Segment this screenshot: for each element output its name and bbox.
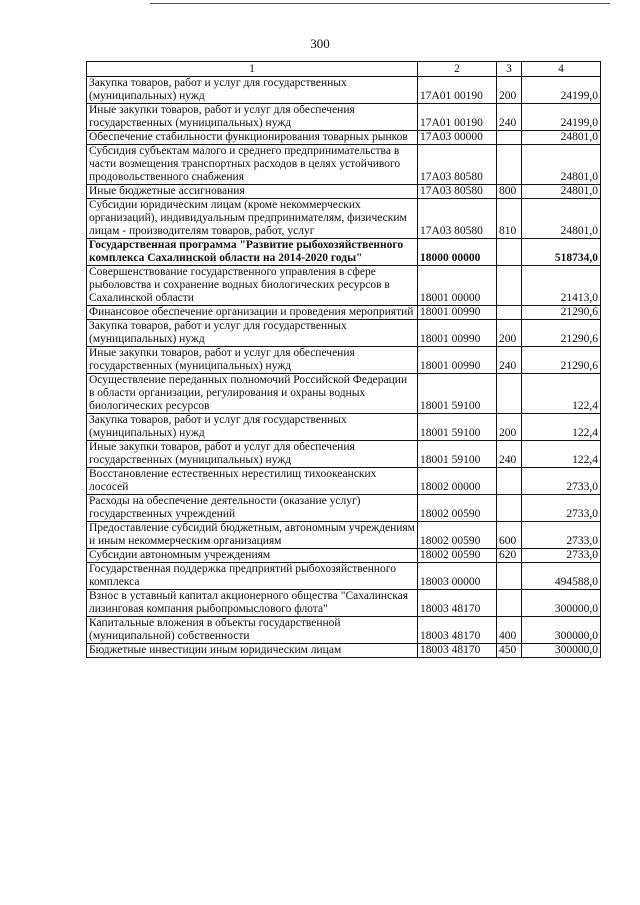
- row-amount-cell: 21413,0: [522, 266, 601, 306]
- table-row: [87, 199, 601, 239]
- row-amount-cell: 122,4: [522, 441, 601, 468]
- row-type-cell: [497, 374, 522, 414]
- row-name-cell: Расходы на обеспечение деятельности (оказание услуг) государственных учреждений: [87, 495, 418, 522]
- row-type-cell: [497, 306, 522, 320]
- row-name-cell: Иные закупки товаров, работ и услуг для обеспечения государственных (муниципальных) нужд: [87, 104, 418, 131]
- table-row: [87, 414, 601, 441]
- row-type-cell: [497, 468, 522, 495]
- table-row: [87, 185, 601, 199]
- row-code-cell: 18001 59100: [418, 374, 497, 414]
- row-amount-cell: 24199,0: [522, 104, 601, 131]
- row-type-cell: 600: [497, 522, 522, 549]
- row-amount-cell: 300000,0: [522, 617, 601, 644]
- row-type-cell: 400: [497, 617, 522, 644]
- table-row: [87, 522, 601, 549]
- row-amount-cell: 518734,0: [522, 239, 601, 266]
- row-amount-cell: 2733,0: [522, 495, 601, 522]
- row-code-cell: 18001 59100: [418, 414, 497, 441]
- row-type-cell: [497, 131, 522, 145]
- row-code-cell: 18003 48170: [418, 644, 497, 658]
- row-type-cell: 450: [497, 644, 522, 658]
- column-header: 1: [87, 62, 418, 77]
- budget-table: [86, 61, 601, 658]
- row-amount-cell: 24199,0: [522, 77, 601, 104]
- row-type-cell: 620: [497, 549, 522, 563]
- table-row: [87, 77, 601, 104]
- row-type-cell: 240: [497, 347, 522, 374]
- row-amount-cell: 24801,0: [522, 145, 601, 185]
- row-code-cell: 18003 00000: [418, 563, 497, 590]
- row-name-cell: Осуществление переданных полномочий Российской Федерации в области организации, регулирования и охраны водных биологических ресурсов: [87, 374, 418, 414]
- row-code-cell: 17А03 80580: [418, 145, 497, 185]
- row-type-cell: 240: [497, 441, 522, 468]
- row-code-cell: 18002 00000: [418, 468, 497, 495]
- row-type-cell: [497, 239, 522, 266]
- row-code-cell: 17А03 00000: [418, 131, 497, 145]
- row-name-cell: Закупка товаров, работ и услуг для государственных (муниципальных) нужд: [87, 320, 418, 347]
- row-amount-cell: 21290,6: [522, 320, 601, 347]
- row-amount-cell: 2733,0: [522, 522, 601, 549]
- table-row: [87, 549, 601, 563]
- row-code-cell: 18001 00990: [418, 347, 497, 374]
- table-row: [87, 306, 601, 320]
- column-header: 4: [522, 62, 601, 77]
- row-amount-cell: 24801,0: [522, 131, 601, 145]
- row-name-cell: Иные закупки товаров, работ и услуг для обеспечения государственных (муниципальных) нужд: [87, 441, 418, 468]
- row-code-cell: 18002 00590: [418, 495, 497, 522]
- table-row: [87, 644, 601, 658]
- row-name-cell: Иные закупки товаров, работ и услуг для обеспечения государственных (муниципальных) нужд: [87, 347, 418, 374]
- row-name-cell: Бюджетные инвестиции иным юридическим лицам: [87, 644, 418, 658]
- table-row: [87, 347, 601, 374]
- column-header: 3: [497, 62, 522, 77]
- table-row: [87, 617, 601, 644]
- row-name-cell: Взнос в уставный капитал акционерного общества "Сахалинская лизинговая компания рыбопромыслового флота": [87, 590, 418, 617]
- row-name-cell: Восстановление естественных нерестилищ тихоокеанских лососей: [87, 468, 418, 495]
- row-type-cell: 810: [497, 199, 522, 239]
- row-code-cell: 18001 59100: [418, 441, 497, 468]
- row-amount-cell: 21290,6: [522, 347, 601, 374]
- row-amount-cell: 24801,0: [522, 199, 601, 239]
- row-type-cell: [497, 563, 522, 590]
- row-amount-cell: 24801,0: [522, 185, 601, 199]
- row-amount-cell: 300000,0: [522, 644, 601, 658]
- row-code-cell: 18002 00590: [418, 549, 497, 563]
- table-row: [87, 374, 601, 414]
- row-type-cell: 200: [497, 414, 522, 441]
- row-amount-cell: 122,4: [522, 374, 601, 414]
- table-row: [87, 468, 601, 495]
- row-name-cell: Иные бюджетные ассигнования: [87, 185, 418, 199]
- row-name-cell: Субсидии автономным учреждениям: [87, 549, 418, 563]
- row-code-cell: 18002 00590: [418, 522, 497, 549]
- row-name-cell: Предоставление субсидий бюджетным, автономным учреждениям и иным некоммерческим организациям: [87, 522, 418, 549]
- row-amount-cell: 300000,0: [522, 590, 601, 617]
- row-type-cell: 200: [497, 320, 522, 347]
- row-amount-cell: 2733,0: [522, 549, 601, 563]
- row-amount-cell: 494588,0: [522, 563, 601, 590]
- row-code-cell: 17А03 80580: [418, 199, 497, 239]
- row-name-cell: Закупка товаров, работ и услуг для государственных (муниципальных) нужд: [87, 77, 418, 104]
- table-row: [87, 131, 601, 145]
- row-code-cell: 18001 00000: [418, 266, 497, 306]
- page-number: 300: [310, 36, 330, 51]
- table-row: [87, 145, 601, 185]
- row-amount-cell: 21290,6: [522, 306, 601, 320]
- row-type-cell: [497, 145, 522, 185]
- column-header: 2: [418, 62, 497, 77]
- table-row: [87, 320, 601, 347]
- row-name-cell: Государственная программа "Развитие рыбохозяйственного комплекса Сахалинской области на 2014-2020 годы": [87, 239, 418, 266]
- row-code-cell: 17А03 80580: [418, 185, 497, 199]
- row-code-cell: 17А01 00190: [418, 77, 497, 104]
- row-name-cell: Субсидии юридическим лицам (кроме некоммерческих организаций), индивидуальным предпринимателям, физическим лицам - производителям товаров, работ, услуг: [87, 199, 418, 239]
- row-type-cell: 200: [497, 77, 522, 104]
- row-code-cell: 18000 00000: [418, 239, 497, 266]
- table-row: [87, 104, 601, 131]
- row-amount-cell: 2733,0: [522, 468, 601, 495]
- row-name-cell: Обеспечение стабильности функционирования товарных рынков: [87, 131, 418, 145]
- row-code-cell: 18001 00990: [418, 306, 497, 320]
- row-type-cell: 240: [497, 104, 522, 131]
- row-name-cell: Государственная поддержка предприятий рыбохозяйственного комплекса: [87, 563, 418, 590]
- row-name-cell: Закупка товаров, работ и услуг для государственных (муниципальных) нужд: [87, 414, 418, 441]
- row-type-cell: [497, 266, 522, 306]
- row-code-cell: 17А01 00190: [418, 104, 497, 131]
- row-name-cell: Совершенствование государственного управления в сфере рыболовства и сохранение водных биологических ресурсов в Сахалинской области: [87, 266, 418, 306]
- header-row: [87, 62, 601, 77]
- row-code-cell: 18001 00990: [418, 320, 497, 347]
- table-row: [87, 590, 601, 617]
- row-amount-cell: 122,4: [522, 414, 601, 441]
- top-rule: [150, 3, 610, 4]
- table-row: [87, 239, 601, 266]
- table-row: [87, 441, 601, 468]
- table-row: [87, 495, 601, 522]
- row-name-cell: Финансовое обеспечение организации и проведения мероприятий: [87, 306, 418, 320]
- row-name-cell: Субсидия субъектам малого и среднего предпринимательства в части возмещения транспортных расходов в целях устойчивого продовольственного снабжения: [87, 145, 418, 185]
- row-code-cell: 18003 48170: [418, 590, 497, 617]
- row-type-cell: [497, 495, 522, 522]
- row-code-cell: 18003 48170: [418, 617, 497, 644]
- row-type-cell: 800: [497, 185, 522, 199]
- table-row: [87, 563, 601, 590]
- table-row: [87, 266, 601, 306]
- row-type-cell: [497, 590, 522, 617]
- row-name-cell: Капитальные вложения в объекты государственной (муниципальной) собственности: [87, 617, 418, 644]
